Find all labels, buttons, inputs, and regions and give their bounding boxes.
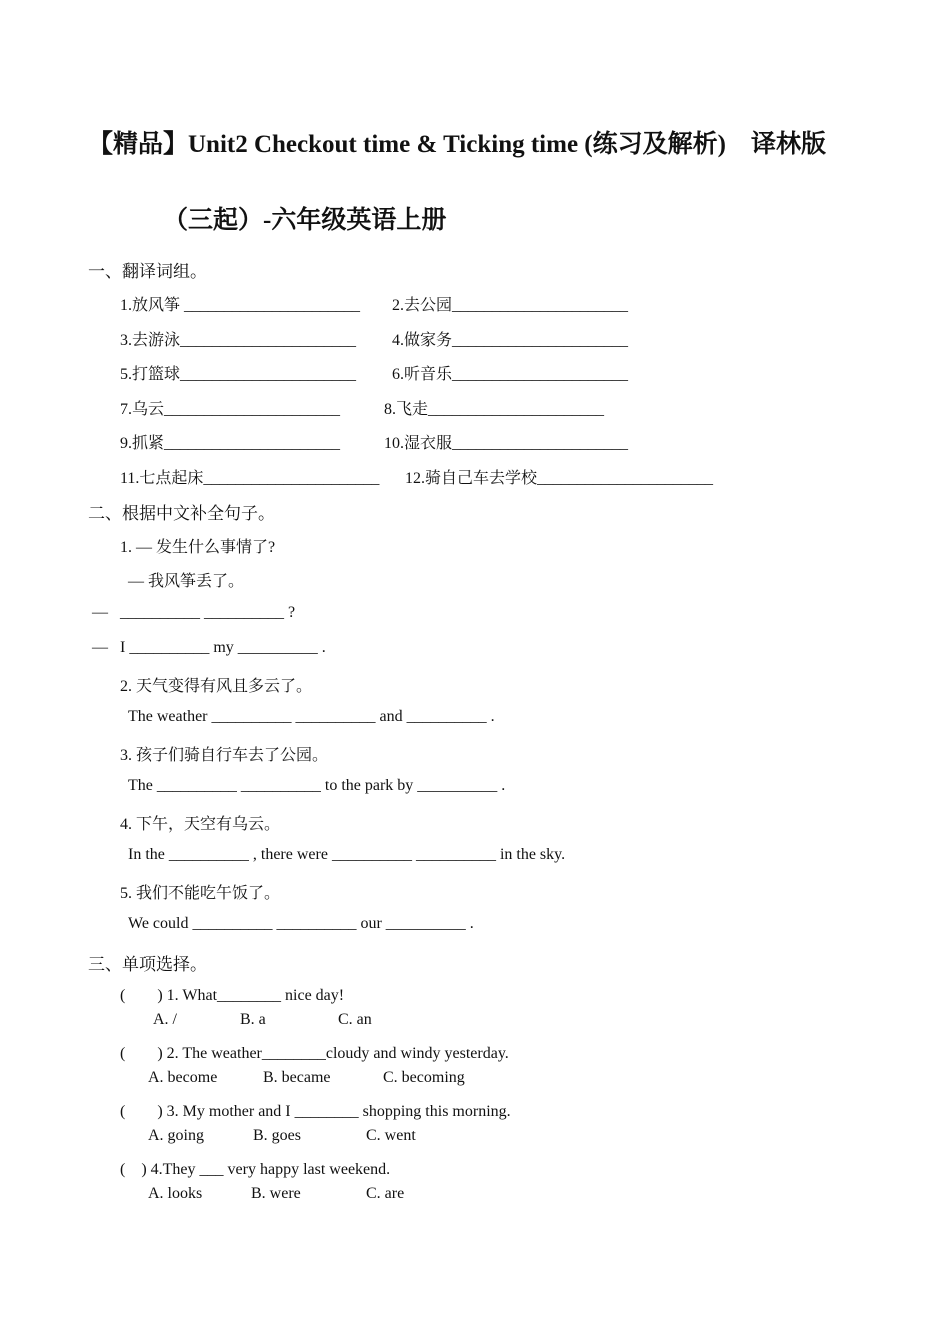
phrase-item: 2.去公园______________________ <box>392 297 629 314</box>
mc-question-stem: ( ) 3. My mother and I ________ shopping this morning. <box>120 1103 511 1120</box>
sentence-zh: 2. 天气变得有风且多云了。 <box>120 678 313 695</box>
section3-heading: 三、单项选择。 <box>88 955 207 974</box>
mc-question-stem: ( ) 1. What________ nice day! <box>120 987 345 1004</box>
title-line-2: （三起）-六年级英语上册 <box>163 207 447 234</box>
sentence-zh: 1. — 发生什么事情了? <box>120 539 276 556</box>
mc-option-c: C. an <box>338 1011 372 1028</box>
sentence-en: In the __________ , there were __________ __________ in the sky. <box>128 846 566 863</box>
section1-heading: 一、翻译词组。 <box>88 262 207 281</box>
phrase-item: 9.抓紧______________________ <box>120 435 341 452</box>
sentence-en: I __________ my __________ . <box>120 639 326 656</box>
mc-option-a: A. become <box>148 1069 218 1086</box>
phrase-item: 8.飞走______________________ <box>384 401 605 418</box>
phrase-item: 5.打篮球______________________ <box>120 366 357 383</box>
sentence-zh: 5. 我们不能吃午饭了。 <box>120 885 281 902</box>
sentence-en: __________ __________ ? <box>120 604 296 621</box>
mc-option-c: C. are <box>366 1185 405 1202</box>
mc-option-a: A. looks <box>148 1185 203 1202</box>
phrase-item: 7.乌云______________________ <box>120 401 341 418</box>
sentence-zh: 4. 下午，天空有乌云。 <box>120 816 281 833</box>
mc-option-a: A. / <box>153 1011 177 1028</box>
phrase-item: 6.听音乐______________________ <box>392 366 629 383</box>
mc-option-c: C. becoming <box>383 1069 465 1086</box>
phrase-item: 12.骑自己车去学校______________________ <box>405 470 714 487</box>
sentence-zh: — 我风筝丢了。 <box>128 573 245 590</box>
sentence-en: The __________ __________ to the park by __________ . <box>128 777 506 794</box>
mc-question-stem: ( ) 2. The weather________cloudy and windy yesterday. <box>120 1045 509 1062</box>
dialogue-dash: — <box>92 639 108 656</box>
mc-option-b: B. a <box>240 1011 266 1028</box>
mc-option-b: B. became <box>263 1069 331 1086</box>
phrase-item: 11.七点起床______________________ <box>120 470 380 487</box>
mc-question-stem: ( ) 4.They ___ very happy last weekend. <box>120 1161 391 1178</box>
sentence-zh: 3. 孩子们骑自行车去了公园。 <box>120 747 329 764</box>
dialogue-dash: — <box>92 604 108 621</box>
mc-option-a: A. going <box>148 1127 204 1144</box>
phrase-item: 10.湿衣服______________________ <box>384 435 629 452</box>
mc-option-b: B. goes <box>253 1127 301 1144</box>
phrase-item: 3.去游泳______________________ <box>120 332 357 349</box>
phrase-item: 1.放风筝 ______________________ <box>120 297 361 314</box>
mc-option-b: B. were <box>251 1185 301 1202</box>
section2-heading: 二、根据中文补全句子。 <box>88 504 275 523</box>
phrase-item: 4.做家务______________________ <box>392 332 629 349</box>
sentence-en: The weather __________ __________ and __________ . <box>128 708 495 725</box>
sentence-en: We could __________ __________ our __________ . <box>128 915 474 932</box>
title-line-1: 【精品】Unit2 Checkout time & Ticking time (练习及解析) 译林版 <box>88 131 826 158</box>
mc-option-c: C. went <box>366 1127 416 1144</box>
